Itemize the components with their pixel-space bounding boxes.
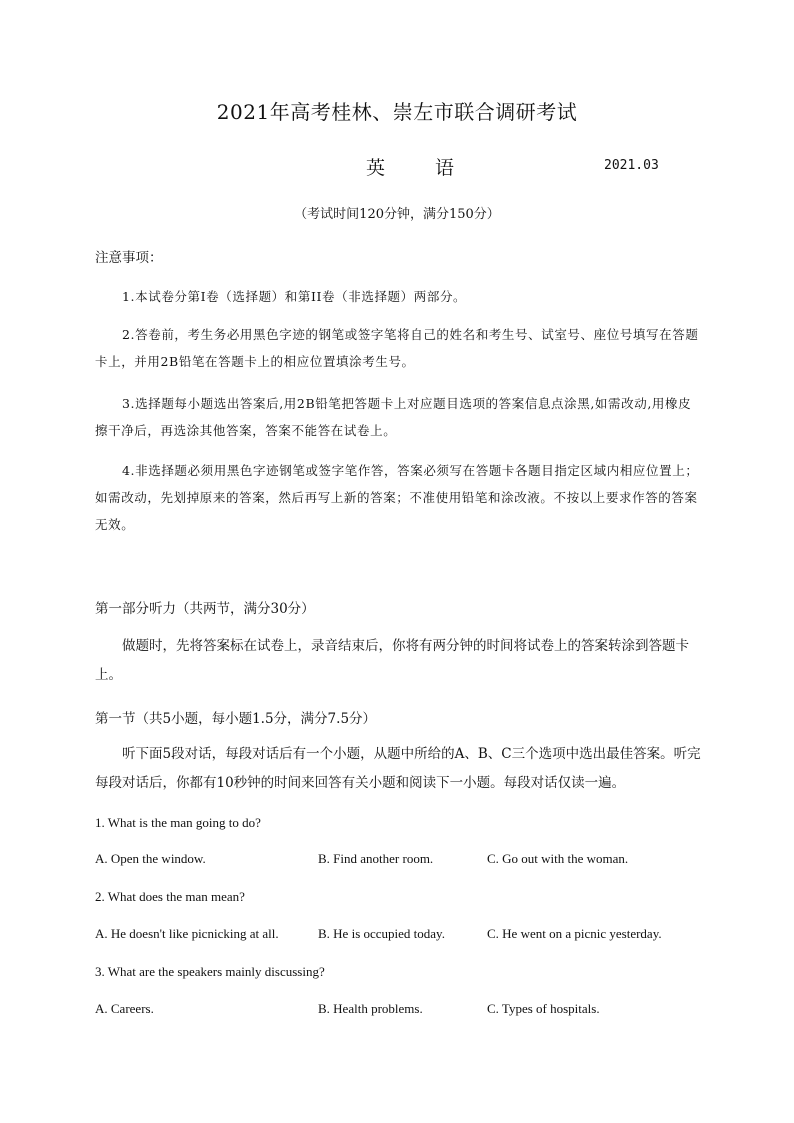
- question-2-stem: 2. What does the man mean?: [95, 889, 245, 904]
- notice-heading: 注意事项：: [95, 250, 163, 266]
- part1-instruction: 做题时，先将答案标在试卷上，录音结束后，你将有两分钟的时间将试卷上的答案转涂到答题卡上。: [95, 638, 689, 683]
- question-3-option-a: A. Careers.: [95, 1001, 154, 1016]
- question-2-option-a: A. He doesn't like picnicking at all.: [95, 926, 279, 941]
- question-2-option-b: B. He is occupied today.: [318, 926, 445, 941]
- question-3-option-c: C. Types of hospitals.: [487, 1001, 600, 1016]
- question-1-stem: 1. What is the man going to do?: [95, 815, 261, 830]
- exam-title: 2021年高考桂林、崇左市联合调研考试: [216, 100, 578, 124]
- question-1-option-a: A. Open the window.: [95, 851, 206, 866]
- part1-heading: 第一部分听力（共两节，满分30分）: [95, 601, 315, 617]
- notice-item-2: 2.答卷前，考生务必用黑色字迹的钢笔或签字笔将自己的姓名和考生号、试室号、座位号填写在答题卡上，并用2B铅笔在答题卡上的相应位置填涂考生号。: [95, 327, 699, 369]
- exam-time-note: （考试时间120分钟，满分150分）: [294, 207, 500, 222]
- notice-item-1: 1.本试卷分第I卷（选择题）和第II卷（非选择题）两部分。: [122, 289, 467, 304]
- notice-item-3: 3.选择题每小题选出答案后,用2B铅笔把答题卡上对应题目选项的答案信息点涂黑,如需改动,用橡皮擦干净后，再选涂其他答案，答案不能答在试卷上。: [95, 396, 692, 438]
- question-1-option-b: B. Find another room.: [318, 851, 434, 866]
- section1-instruction: 听下面5段对话，每段对话后有一个小题，从题中所给的A、B、C三个选项中选出最佳答案。听完每段对话后，你都有10秒钟的时间来回答有关小题和阅读下一小题。每段对话仅读一遍。: [95, 746, 701, 791]
- question-3-option-b: B. Health problems.: [318, 1001, 423, 1016]
- question-3-stem: 3. What are the speakers mainly discussing?: [95, 964, 325, 979]
- exam-date: 2021.03: [604, 158, 659, 173]
- subject-label: 英 语: [366, 157, 477, 179]
- notice-item-4: 4.非选择题必须用黑色字迹钢笔或签字笔作答，答案必须写在答题卡各题目指定区域内相应位置上；如需改动，先划掉原来的答案，然后再写上新的答案；不准使用铅笔和涂改液。不按以上要求作答的答案无效。: [95, 463, 699, 532]
- question-2-option-c: C. He went on a picnic yesterday.: [487, 926, 662, 941]
- question-1-option-c: C. Go out with the woman.: [487, 851, 629, 866]
- section1-heading: 第一节（共5小题，每小题1.5分，满分7.5分）: [95, 711, 377, 727]
